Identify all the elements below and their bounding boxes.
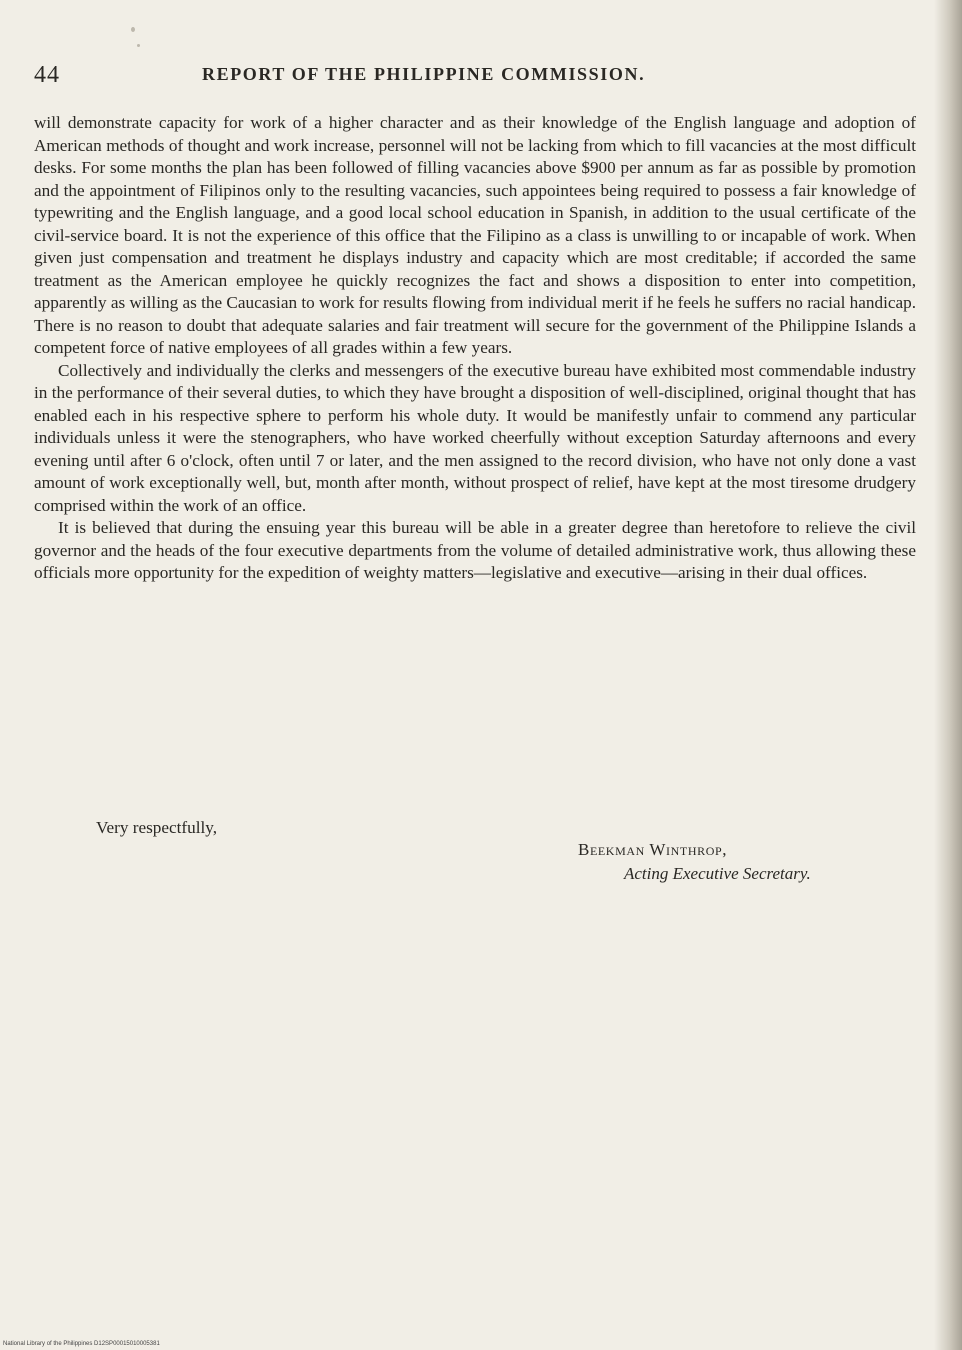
paragraph-clerks-messengers: Collectively and individually the clerks and messengers of the executive bureau have exhibited most commendable industry in the performance of their several duties, to which they have brought a disposition of well-disciplined, original thought that has enabled each in his respective sphere to perform his whole duty. It would be manifestly unfair to commend any particular individuals unless it were the stenographers, who have worked cheerfully without exception Saturday afternoons and every evening until after 6 o'clock, often until 7 or later, and the men assigned to the record division, who have not only done a vast amount of work exceptionally well, but, month after month, without prospect of relief, have kept at the most tiresome drudgery comprised within the work of an office. [34,360,916,515]
signatory-title: Acting Executive Secretary. [624,864,811,883]
signature-block [578,838,918,886]
page-header [34,62,914,88]
scan-credit-footer: National Library of the Philippines D12SP00015010005381 [3,1341,160,1347]
running-head: REPORT OF THE PHILIPPINE COMMISSION. [202,64,646,84]
page-number: 44 [34,62,60,88]
body-text [34,112,916,585]
scan-page-edge [934,0,962,1350]
closing-salutation: Very respectfully, [96,818,218,837]
scan-speck [131,27,135,32]
scan-speck [137,44,140,47]
paragraph-continuation: will demonstrate capacity for work of a higher character and as their knowledge of the English language and adoption of American methods of thought and work increase, personnel will not be lacking from which to fill vacancies at the most difficult desks. For some months the plan has been followed of filling vacancies above $900 per annum as far as possible by promotion and the appointment of Filipinos only to the resulting vacancies, such appointees being required to possess a fair knowledge of typewriting and the English language, and a good local school education in Spanish, in addition to the usual certificate of the civil-service board. It is not the experience of this office that the Filipino as a class is unwilling to or incapable of work. When given just compensation and treatment he displays industry and capacity which are most creditable; if accorded the same treatment as the American employee he quickly recognizes the fact and shows a disposition to enter into competition, apparently as willing as the Caucasian to work for results flowing from individual merit if he feels he suffers no racial handicap. There is no reason to doubt that adequate salaries and fair treatment will secure for the government of the Philippine Islands a competent force of native employees of all grades within a few years. [34,113,916,357]
signatory-name: Beekman Winthrop, [578,840,728,859]
paragraph-ensuing-year: It is believed that during the ensuing year this bureau will be able in a greater degree than heretofore to relieve the civil governor and the heads of the four executive departments from the volume of detailed administrative work, thus allowing these officials more opportunity for the expedition of weighty matters—legislative and executive—arising in their dual offices. [34,518,916,582]
